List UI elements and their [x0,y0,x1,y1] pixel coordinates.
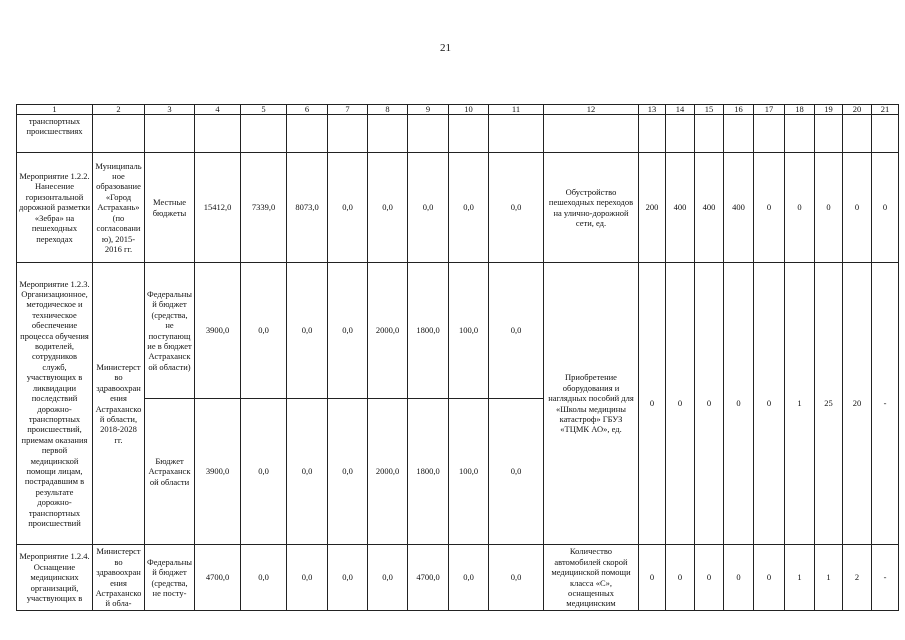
activity-row-1-2-3-federal [17,263,899,399]
amount-cell: 0,0 [328,263,368,399]
target-cell: 0 [666,263,695,545]
amount-cell: 0,0 [328,153,368,263]
header-cell: 6 [287,105,328,115]
header-cell: 21 [872,105,899,115]
table-cell [328,115,368,153]
header-cell: 4 [195,105,241,115]
header-cell: 10 [449,105,489,115]
target-cell: 1 [785,545,815,611]
table-cell [872,115,899,153]
target-cell: 0 [815,153,843,263]
amount-cell: 3900,0 [195,263,241,399]
table-cell [287,115,328,153]
target-cell: 0 [666,545,695,611]
amount-cell: 0,0 [328,545,368,611]
executor-cell: Министерство здравоохранения Астраханской обла- [93,545,145,611]
activity-cell: Мероприятие 1.2.3. Организационное, методическое и техническое обеспечение процесса обучения водителей, сотрудников служб, участвующих в ликвидации последствий дорожно-транспортных происшествий, приемам оказания первой медицинской помощи лицам, пострадавшим в результате дорожно-транспортных происшествий [17,263,93,545]
target-cell: 0 [872,153,899,263]
target-cell: 0 [724,263,754,545]
table-cell [145,115,195,153]
target-cell: 0 [754,545,785,611]
amount-cell: 0,0 [449,545,489,611]
target-cell: 25 [815,263,843,545]
target-cell: - [872,545,899,611]
amount-cell: 0,0 [328,399,368,545]
target-cell: 1 [815,545,843,611]
target-cell: 400 [724,153,754,263]
header-cell: 13 [639,105,666,115]
amount-cell: 0,0 [489,263,544,399]
amount-cell: 0,0 [449,153,489,263]
amount-cell: 0,0 [241,545,287,611]
table-cell [785,115,815,153]
header-cell: 11 [489,105,544,115]
header-row [17,105,899,115]
amount-cell: 0,0 [368,153,408,263]
header-cell: 18 [785,105,815,115]
target-cell: 20 [843,263,872,545]
amount-cell: 0,0 [287,399,328,545]
table-cell [754,115,785,153]
amount-cell: 0,0 [489,399,544,545]
activity-cell: Мероприятие 1.2.2. Нанесение горизонтальной дорожной разметки «Зебра» на пешеходных переходах [17,153,93,263]
amount-cell: 2000,0 [368,399,408,545]
header-cell: 2 [93,105,145,115]
target-cell: 0 [843,153,872,263]
indicator-cell: Количество автомобилей скорой медицинской помощи класса «С», оснащенных медицинским [544,545,639,611]
target-cell: 0 [639,263,666,545]
table-cell [368,115,408,153]
executor-cell: Министерство здравоохранения Астраханской области, 2018-2028 гг. [93,263,145,545]
target-cell: 0 [785,153,815,263]
amount-cell: 1800,0 [408,399,449,545]
amount-cell: 15412,0 [195,153,241,263]
activity-cell: Мероприятие 1.2.4. Оснащение медицинских организаций, участвующих в [17,545,93,611]
indicator-cell: Приобретение оборудования и наглядных пособий для «Школы медицины катастроф» ГБУЗ «ТЦМК АО», ед. [544,263,639,545]
target-cell: 0 [724,545,754,611]
table-cell [544,115,639,153]
target-cell: 0 [695,545,724,611]
amount-cell: 100,0 [449,263,489,399]
continuation-text: транспортных происшествиях [17,115,93,153]
amount-cell: 7339,0 [241,153,287,263]
header-cell: 7 [328,105,368,115]
header-cell: 5 [241,105,287,115]
program-table [16,104,899,611]
table-cell [695,115,724,153]
amount-cell: 0,0 [368,545,408,611]
header-cell: 19 [815,105,843,115]
table-cell [666,115,695,153]
table-cell [489,115,544,153]
table-cell [408,115,449,153]
header-cell: 20 [843,105,872,115]
amount-cell: 0,0 [287,545,328,611]
target-cell: 400 [666,153,695,263]
table-cell [195,115,241,153]
target-cell: 0 [695,263,724,545]
header-cell: 12 [544,105,639,115]
amount-cell: 2000,0 [368,263,408,399]
amount-cell: 0,0 [489,545,544,611]
table-cell [815,115,843,153]
table-cell [639,115,666,153]
table-cell [449,115,489,153]
amount-cell: 100,0 [449,399,489,545]
table-cell [843,115,872,153]
amount-cell: 1800,0 [408,263,449,399]
amount-cell: 0,0 [241,399,287,545]
target-cell: - [872,263,899,545]
activity-row-1-2-4 [17,545,899,611]
funding-source-cell: Местные бюджеты [145,153,195,263]
funding-source-cell: Федеральный бюджет (средства, не посту- [145,545,195,611]
indicator-cell: Обустройство пешеходных переходов на улично-дорожной сети, ед. [544,153,639,263]
amount-cell: 0,0 [241,263,287,399]
amount-cell: 0,0 [408,153,449,263]
amount-cell: 0,0 [489,153,544,263]
header-cell: 16 [724,105,754,115]
executor-cell: Муниципальное образование «Город Астрахань» (по согласованию), 2015-2016 гг. [93,153,145,263]
funding-source-cell: Бюджет Астраханской области [145,399,195,545]
amount-cell: 0,0 [287,263,328,399]
header-cell: 17 [754,105,785,115]
header-cell: 14 [666,105,695,115]
amount-cell: 3900,0 [195,399,241,545]
table-cell [93,115,145,153]
target-cell: 0 [639,545,666,611]
target-cell: 0 [754,153,785,263]
amount-cell: 4700,0 [195,545,241,611]
header-cell: 1 [17,105,93,115]
continuation-row [17,115,899,153]
header-cell: 8 [368,105,408,115]
funding-source-cell: Федеральный бюджет (средства, не поступающие в бюджет Астраханской области) [145,263,195,399]
header-cell: 15 [695,105,724,115]
target-cell: 0 [754,263,785,545]
header-cell: 3 [145,105,195,115]
header-cell: 9 [408,105,449,115]
table-cell [241,115,287,153]
activity-row-1-2-2 [17,153,899,263]
target-cell: 200 [639,153,666,263]
page-number: 21 [440,42,451,54]
amount-cell: 4700,0 [408,545,449,611]
amount-cell: 8073,0 [287,153,328,263]
target-cell: 1 [785,263,815,545]
target-cell: 2 [843,545,872,611]
table-cell [724,115,754,153]
target-cell: 400 [695,153,724,263]
